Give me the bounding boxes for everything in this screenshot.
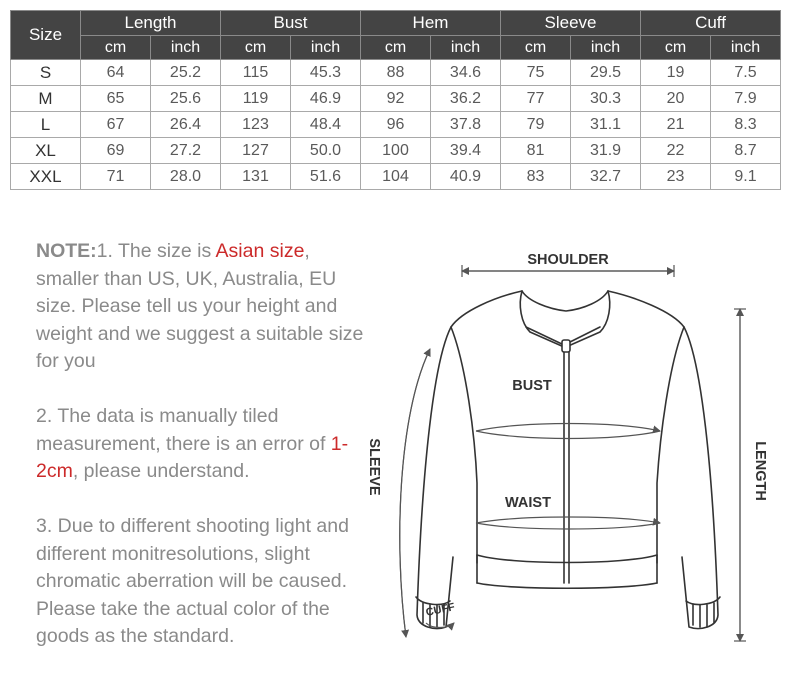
table-cell: 64 [81,60,151,86]
table-cell: 69 [81,138,151,164]
table-cell: 46.9 [291,86,361,112]
table-cell: 96 [361,112,431,138]
table-cell: 19 [641,60,711,86]
table-cell: 25.6 [151,86,221,112]
waist-label: WAIST [505,495,551,511]
hem-header: Hem [361,11,501,36]
cuff-label: CUFF [424,601,456,619]
table-cell: 8.3 [711,112,781,138]
table-cell: 83 [501,164,571,190]
table-cell: 26.4 [151,112,221,138]
table-cell: 28.0 [151,164,221,190]
note-2 [36,403,376,486]
table-cell: 7.9 [711,86,781,112]
unit-cm-header: cm [501,36,571,60]
table-cell: 79 [501,112,571,138]
table-cell: 127 [221,138,291,164]
size-cell: M [11,86,81,112]
table-row [11,60,781,86]
table-cell: 27.2 [151,138,221,164]
table-cell: 88 [361,60,431,86]
table-cell: 30.3 [571,86,641,112]
note-3: 3. Due to different shooting light and different monitresolutions, slight chromatic aberration will be caused. Please take the actual color of the goods as the standard. [36,515,349,647]
table-cell: 31.9 [571,138,641,164]
table-cell: 8.7 [711,138,781,164]
size-notes [36,238,376,678]
table-cell: 34.6 [431,60,501,86]
length-label: LENGTH [752,441,768,501]
table-cell: 51.6 [291,164,361,190]
length-header: Length [81,11,221,36]
table-cell: 20 [641,86,711,112]
bust-header: Bust [221,11,361,36]
table-cell: 65 [81,86,151,112]
table-cell: 7.5 [711,60,781,86]
unit-inch-header: inch [291,36,361,60]
table-body [11,60,781,190]
table-cell: 37.8 [431,112,501,138]
sleeve-label: SLEEVE [366,438,382,496]
measurement-diagram [350,235,790,692]
jacket-illustration [350,235,790,692]
table-row [11,86,781,112]
table-cell: 40.9 [431,164,501,190]
size-chart-table [10,10,781,190]
note-label: NOTE: [36,240,97,262]
table-cell: 23 [641,164,711,190]
table-cell: 36.2 [431,86,501,112]
table-cell: 77 [501,86,571,112]
table-cell: 29.5 [571,60,641,86]
table-cell: 9.1 [711,164,781,190]
unit-cm-header: cm [221,36,291,60]
table-cell: 31.1 [571,112,641,138]
table-cell: 25.2 [151,60,221,86]
table-cell: 75 [501,60,571,86]
table-cell: 100 [361,138,431,164]
table-cell: 123 [221,112,291,138]
table-cell: 22 [641,138,711,164]
table-header [11,11,781,60]
note-text: 1. The size is [96,240,216,262]
table-cell: 81 [501,138,571,164]
table-cell: 48.4 [291,112,361,138]
table-cell: 104 [361,164,431,190]
table-cell: 50.0 [291,138,361,164]
size-cell: L [11,112,81,138]
table-cell: 71 [81,164,151,190]
size-cell: XL [11,138,81,164]
note-text: , smaller than US, UK, Australia, EU size. Please tell us your height and weight and we suggest a suitable size for you [36,240,364,372]
note-text: , please understand. [72,460,250,482]
sleeve-header: Sleeve [501,11,641,36]
unit-inch-header: inch [711,36,781,60]
note-1 [36,238,376,376]
size-cell: XXL [11,164,81,190]
size-cell: S [11,60,81,86]
size-column-header: Size [11,11,81,60]
table-cell: 119 [221,86,291,112]
unit-inch-header: inch [431,36,501,60]
table-cell: 92 [361,86,431,112]
table-row [11,112,781,138]
table-cell: 131 [221,164,291,190]
cuff-header: Cuff [641,11,781,36]
unit-inch-header: inch [151,36,221,60]
unit-cm-header: cm [641,36,711,60]
shoulder-label: SHOULDER [527,252,609,268]
table-cell: 32.7 [571,164,641,190]
unit-cm-header: cm [361,36,431,60]
unit-inch-header: inch [571,36,641,60]
table-cell: 67 [81,112,151,138]
table-cell: 39.4 [431,138,501,164]
table-cell: 115 [221,60,291,86]
table-row [11,138,781,164]
table-row [11,164,781,190]
table-cell: 45.3 [291,60,361,86]
unit-cm-header: cm [81,36,151,60]
table-cell: 21 [641,112,711,138]
note-text: 2. The data is manually tiled measurement, there is an error of [36,405,331,455]
error-range-highlight: 1-2cm [36,432,349,482]
bust-label: BUST [512,378,552,394]
asian-size-highlight: Asian size [215,240,305,262]
